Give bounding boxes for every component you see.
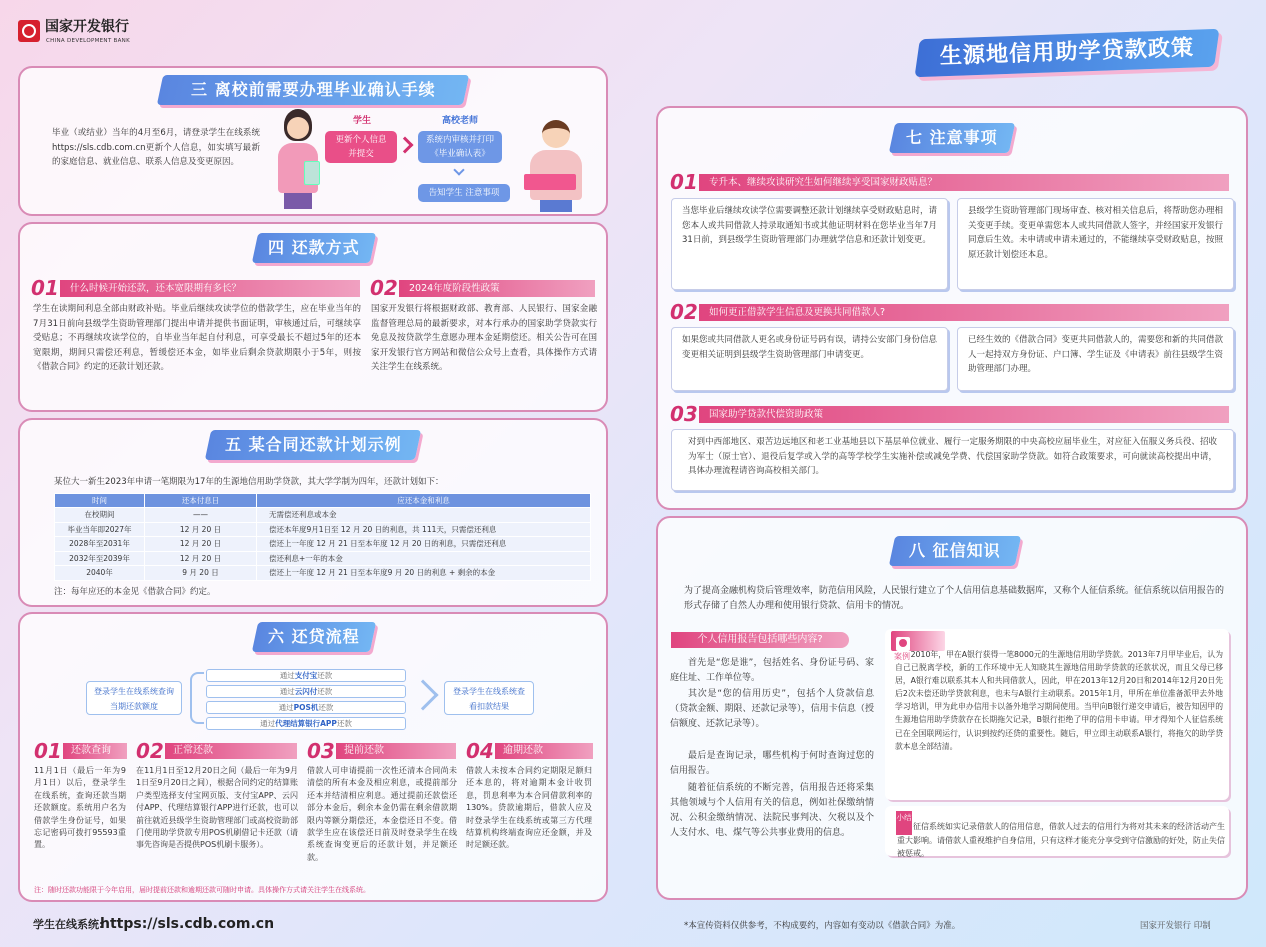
- step-2-title: 正常还款: [165, 743, 297, 759]
- page-title: [914, 29, 1219, 77]
- step-3-text: 借款人可申请提前一次性还清本合同尚未清偿的所有本金及相应利息，或提前部分还本并结清相应利息。通过提前还款偿还部分本金后，剩余本金仍需在剩余借款期限内等额分期偿还，本金偿还日不变。借款学生应在该偿还日前及时登录学生在线系统查询变更后的还款计划，并足额还款。: [307, 766, 457, 862]
- page-title-text: 生源地信用助学贷款政策: [939, 35, 1195, 70]
- s4-q1-number: 01: [31, 276, 59, 300]
- notify-box: 告知学生 注意事项: [418, 184, 510, 202]
- section-7-title: 七 注意事项: [889, 123, 1015, 153]
- section-5-title: 五 某合同还款计划示例: [205, 430, 421, 460]
- s3-text: 毕业（或结业）当年的4月至6月，请登录学生在线系统https://sls.cdb.com.cn更新个人信息，如实填写最新的家庭信息、就业信息、联系人信息及变更原因。: [52, 128, 260, 168]
- s7-q1-right: 县级学生资助管理部门现场审查、核对相关信息后，将帮助您办理相关变更手续。变更单需您本人或共同借款人签字，并经国家开发银行同意后生效。未申请或申请未通过的，不能继续享受财政贴息，按照原还款计划偿还本息。: [957, 198, 1234, 290]
- footer-site-label: 学生在线系统:: [33, 918, 104, 931]
- s7-q2-title: 如何更正借款学生信息及更换共同借款人?: [699, 304, 1229, 321]
- s7-q2-number: 02: [670, 300, 698, 324]
- section-4-title: 四 还款方式: [252, 233, 376, 263]
- step-1-number: 01: [34, 739, 62, 763]
- section-8-title: 八 征信知识: [889, 536, 1021, 566]
- logo-mark-icon: [22, 24, 36, 38]
- s4-q2-title: 2024年度阶段性政策: [399, 280, 595, 297]
- table-row: 在校期间 —— 无需偿还利息或本金: [55, 508, 591, 523]
- s7-q3-number: 03: [670, 402, 698, 426]
- footer-site-url[interactable]: https://sls.cdb.com.cn: [100, 916, 275, 932]
- channel-bank-app: 通过代理结算银行APP还款: [206, 717, 406, 730]
- s5-note: 注：每年应还的本金见《借款合同》约定。: [54, 587, 216, 597]
- s4-q1-title: 什么时候开始还款，还本宽限期有多长？: [60, 280, 360, 297]
- footer-disclaimer: *本宣传资料仅供参考，不构成要约，内容如有变动以《借款合同》为准。: [684, 921, 961, 931]
- teacher-figure: [512, 118, 596, 212]
- step-3-title: 提前还款: [336, 743, 456, 759]
- table-row: 2028年至2031年 12 月 20 日 偿还上一年度 12 月 21 日至本年度 12 月 20 日的利息，只需偿还利息: [55, 537, 591, 552]
- s7-q2-left: 如果您或共同借款人更名或身份证号码有误，请持公安部门身份信息变更相关证明到县级学生资助管理部门申请变更。: [671, 327, 948, 391]
- summary-text: 征信系统如实记录借款人的信用信息，借款人过去的信用行为将对其未来的经济活动产生重大影响。请借款人重视维护自身信用，只有这样才能充分享受到守信激励的好处，防止失信被惩戒。: [897, 822, 1225, 859]
- section-6-title: 六 还贷流程: [252, 622, 376, 652]
- section-3-title: 三 离校前需要办理毕业确认手续: [157, 75, 469, 105]
- teacher-label: 高校老师: [441, 116, 478, 126]
- phone-icon: [304, 161, 320, 185]
- s6-note: 注：随时还款功能限于今年启用，届时提前还款和逾期还款可随时申请。具体操作方式请关注学生在线系统。: [34, 886, 370, 894]
- table-row: 2032年至2039年 12 月 20 日 偿还利息+一年的本金: [55, 551, 591, 566]
- s7-q2-right: 已经生效的《借款合同》变更共同借款人的，需要您和新的共同借款人一起持双方身份证、户口簿、学生证及《申请表》前往县级学生资助管理部门办理。: [957, 327, 1234, 391]
- table-row: 2040年 9 月 20 日 偿还上一年度 12 月 21 日至本年度9 月 20 日的利息 + 剩余的本金: [55, 566, 591, 581]
- s8-p2: 其次是“您的信用历史”，包括个人贷款信息（贷款金额、期限、还款记录等），信用卡信息（授信额度、还款记录等）。: [670, 689, 874, 729]
- case-tag-label: 案例: [894, 652, 910, 661]
- channel-pos: 通过POS机还款: [206, 701, 406, 714]
- step-2-number: 02: [136, 739, 164, 763]
- s7-q1-left: 当您毕业后继续攻读学位需要调整还款计划继续享受财政贴息时，请您本人或共同借款人持录取通知书或其他证明材料在您毕业当年7月31日前，到县级学生资助管理部门办理就学信息和还款计划变更。: [671, 198, 948, 290]
- s7-q3-text: 对到中西部地区、艰苦边远地区和老工业基地县以下基层单位就业、履行一定服务期限的中央高校应届毕业生，对应征入伍服义务兵役、招收为军士（原士官）、退役后复学或入学的高等学校学生实施补偿或减免学费、代偿国家助学贷款。如符合政策要求，可向就读高校提出申请，具体办理流程请咨询高校相关部门。: [671, 429, 1234, 491]
- s4-q2-number: 02: [370, 276, 398, 300]
- s4-q1-text: 学生在读期间利息全部由财政补贴。毕业后继续攻读学位的借款学生，应在毕业当年的7月31日前向县级学生资助管理部门提出申请并提供书面证明，审核通过后，可继续享受贴息；不再继续攻读学位的，自毕业当年起自付利息，可享受最长不超过5年的还本宽限期，期间只需偿还利息，暂缓偿还本金，如毕业后剩余贷款期限小于5年，则按《借款合同》约定的还款计划还款。: [33, 304, 361, 373]
- summary-tag: 小结: [896, 811, 912, 835]
- s7-q1-title: 专升本、继续攻读研究生如何继续享受国家财政贴息？: [699, 174, 1229, 191]
- teacher-box: 系统内审核并打印《毕业确认表》: [418, 131, 502, 163]
- channel-unionpay: 通过云闪付还款: [206, 685, 406, 698]
- step-2-text: 在11月1日至12月20日之间（最后一年为9月1日至9月20日之间），根据合同约定的结算账户类型选择支付宝网页版、支付宝APP、云闪付APP、代理结算银行APP进行还款，也可以前往就近县级学生资助管理部门或高校资助部门使用助学贷款专用POS机刷借记卡还款（请事先咨询是否提供POS机刷卡服务）。: [136, 766, 298, 850]
- flow-bracket-left: [190, 672, 204, 724]
- case-text: 2010年，甲在A银行获得一笔8000元的生源地信用助学贷款。2013年7月甲毕业后，认为自己已脱离学校，新的工作环境中无人知晓其生源地信用助学贷款的还款状况，而且父母已移居，A银行难以联系其本人和共同借款人，因此，甲在2013年12月20日和2014年12月20日先后2次未偿还助学贷款利息，也未与A银行主动联系。2015年1月，甲所在单位准备派甲去外地学习培训，甲为此申办信用卡以备外地学习期间使用。当甲向B银行递交申请后，被告知因甲的生源地信用助学贷款存在长期拖欠记录，B银行拒绝了甲的信用卡申请。甲才得知个人征信系统已在全国联网运行，认识到按约还贷的重要性。随后，甲立即主动联系A银行，将拖欠的助学贷款本息全部结清。: [895, 650, 1223, 751]
- login-query-box: 登录学生在线系统查询当期还款额度: [86, 681, 182, 715]
- student-label: 学生: [352, 116, 371, 126]
- table-row: 毕业当年即2027年 12 月 20 日 偿还本年度9月1日至 12 月 20 日的利息，共 111天，只需偿还利息: [55, 522, 591, 537]
- student-figure: [270, 105, 326, 211]
- s8-intro: 为了提高金融机构贷后管理效率，防范信用风险，人民银行建立了个人信用信息基础数据库，又称个人征信系统。征信系统以信用报告的形式存储了自然人办理和使用银行贷款、信用卡的情况。: [684, 586, 1225, 612]
- step-1-title: 还款查询: [63, 743, 127, 759]
- s8-p4: 随着征信系统的不断完善，信用报告还将采集其他领域与个人信用有关的信息，例如社保缴纳情况、公积金缴纳情况、法院民事判决、欠税以及个人支付水、电、煤气等公共事业费用的信息。: [670, 783, 874, 838]
- s8-p1: 首先是“您是谁”，包括姓名、身份证号码、家庭住址、工作单位等。: [670, 658, 874, 683]
- s8-p3: 最后是查询记录，哪些机构于何时查询过您的信用报告。: [670, 751, 874, 776]
- s7-q1-number: 01: [670, 170, 698, 194]
- step-4-number: 04: [466, 739, 494, 763]
- repayment-table: [54, 493, 591, 581]
- footer-printer: 国家开发银行 印制: [1140, 921, 1211, 931]
- step-1-text: 11月1日（最后一年为9月1日）以后，登录学生在线系统，查询还款当期还款额度。系统用户名为借款学生身份证号，如果忘记密码可拨打95593重置。: [34, 766, 126, 850]
- result-box: 登录学生在线系统查看扣款结果: [444, 681, 534, 715]
- col-time: 时间: [55, 494, 145, 508]
- step-4-title: 逾期还款: [495, 743, 593, 759]
- step-4-text: 借款人未按本合同约定期限足额归还本息的，将对逾期本金计收罚息，罚息利率为本合同借款利率的130%。贷款逾期后，借款人应及时登录学生在线系统或第三方代理结算机构终端查询应还金额，并及时足额还款。: [466, 766, 592, 850]
- bank-logo: [18, 20, 40, 42]
- user-icon: [899, 639, 907, 647]
- s8-question-title: 个人信用报告包括哪些内容?: [671, 632, 849, 648]
- student-box: 更新个人信息并提交: [325, 131, 397, 163]
- bank-name-en: CHINA DEVELOPMENT BANK: [46, 38, 130, 44]
- col-amount: 应还本金和利息: [257, 494, 591, 508]
- book-icon: [524, 174, 576, 190]
- s4-q2-text: 国家开发银行将根据财政部、教育部、人民银行、国家金融监督管理总局的最新要求，对本行承办的国家助学贷款实行免息及按贷款学生意愿办理本金延期偿还。相关公告可在国家开发银行官方网站和微信公众号上查看，具体操作方式请关注学生在线系统。: [371, 304, 597, 373]
- channel-alipay: 通过支付宝还款: [206, 669, 406, 682]
- bank-name-cn: 国家开发银行: [45, 19, 129, 35]
- step-3-number: 03: [307, 739, 335, 763]
- s5-intro: 某位大一新生2023年申请一笔期限为17年的生源地信用助学贷款，其大学学制为四年，还款计划如下：: [54, 477, 444, 487]
- col-date: 还本付息日: [145, 494, 257, 508]
- s7-q3-title: 国家助学贷款代偿资助政策: [699, 406, 1229, 423]
